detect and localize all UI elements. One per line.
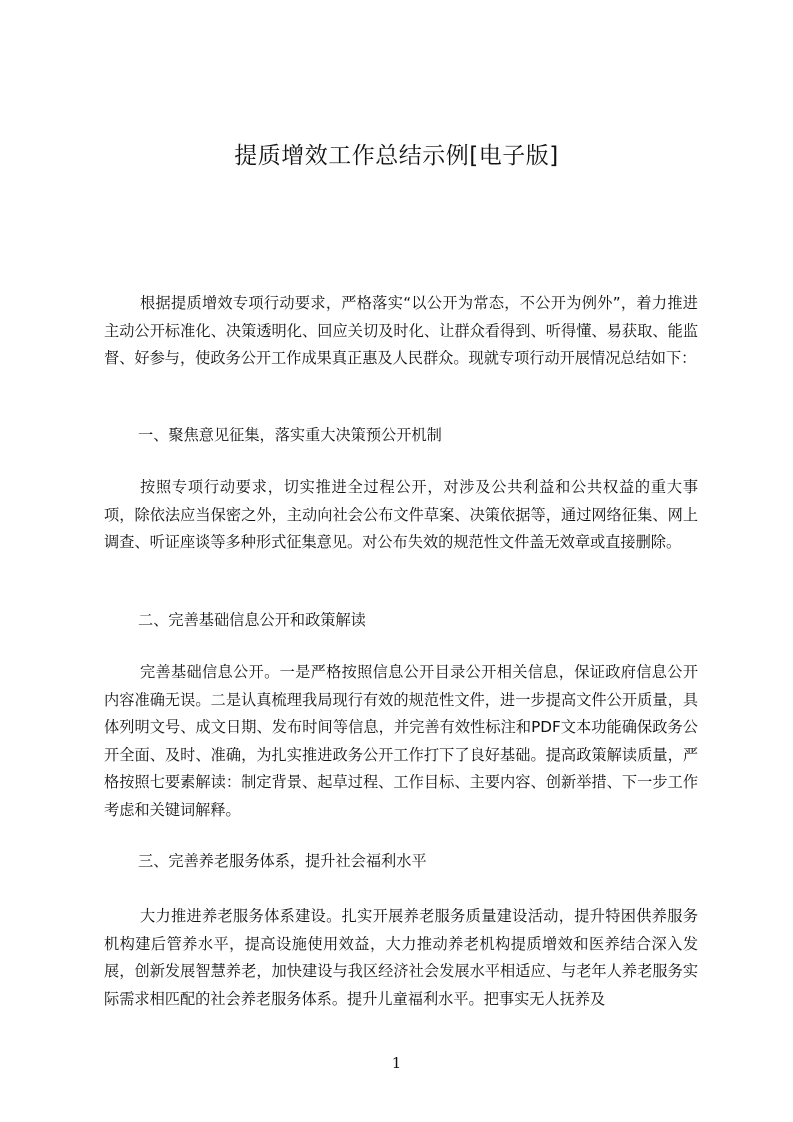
section-3-body: 大力推进养老服务体系建设。扎实开展养老服务质量建设活动，提升特困供养服务机构建后管养水平，提高设施使用效益，大力推动养老机构提质增效和医养结合深入发展，创新发展智慧养老，加快建设与我区经济社会发展水平相适应、与老年人养老服务实际需求相匹配的社会养老服务体系。提升儿童福利水平。把事实无人抚养及 [104, 907, 698, 1008]
page-number: 1 [391, 1054, 402, 1072]
section-1-heading: 一、聚焦意见征集，落实重大决策预公开机制 [138, 426, 442, 444]
section-2-body: 完善基础信息公开。一是严格按照信息公开目录公开相关信息，保证政府信息公开内容准确无误。二是认真梳理我局现行有效的规范性文件，进一步提高文件公开质量，具体列明文号、成文日期、发布时间等信息，并完善有效性标注和PDF文本功能确保政务公开全面、及时、准确，为扎实推进政务公开工作打下了良好基础。提高政策解读质量，严格按照七要素解读：制定背景、起草过程、工作目标、主要内容、创新举措、下一步工作考虑和关键词解释。 [104, 663, 698, 819]
section-2-heading: 二、完善基础信息公开和政策解读 [138, 611, 366, 629]
section-1-body: 按照专项行动要求，切实推进全过程公开，对涉及公共利益和公共权益的重大事项，除依法应当保密之外，主动向社会公布文件草案、决策依据等，通过网络征集、网上调查、听证座谈等多种形式征集意见。对公布失效的规范性文件盖无效章或直接删除。 [104, 478, 698, 551]
intro-paragraph: 根据提质增效专项行动要求，严格落实“以公开为常态，不公开为例外”，着力推进主动公开标准化、决策透明化、回应关切及时化、让群众看得到、听得懂、易获取、能监督、好参与，使政务公开工作成果真正惠及人民群众。现就专项行动开展情况总结如下： [104, 294, 698, 367]
section-3-heading: 三、完善养老服务体系，提升社会福利水平 [138, 852, 427, 870]
document-title: 提质增效工作总结示例[电子版] [234, 143, 559, 169]
